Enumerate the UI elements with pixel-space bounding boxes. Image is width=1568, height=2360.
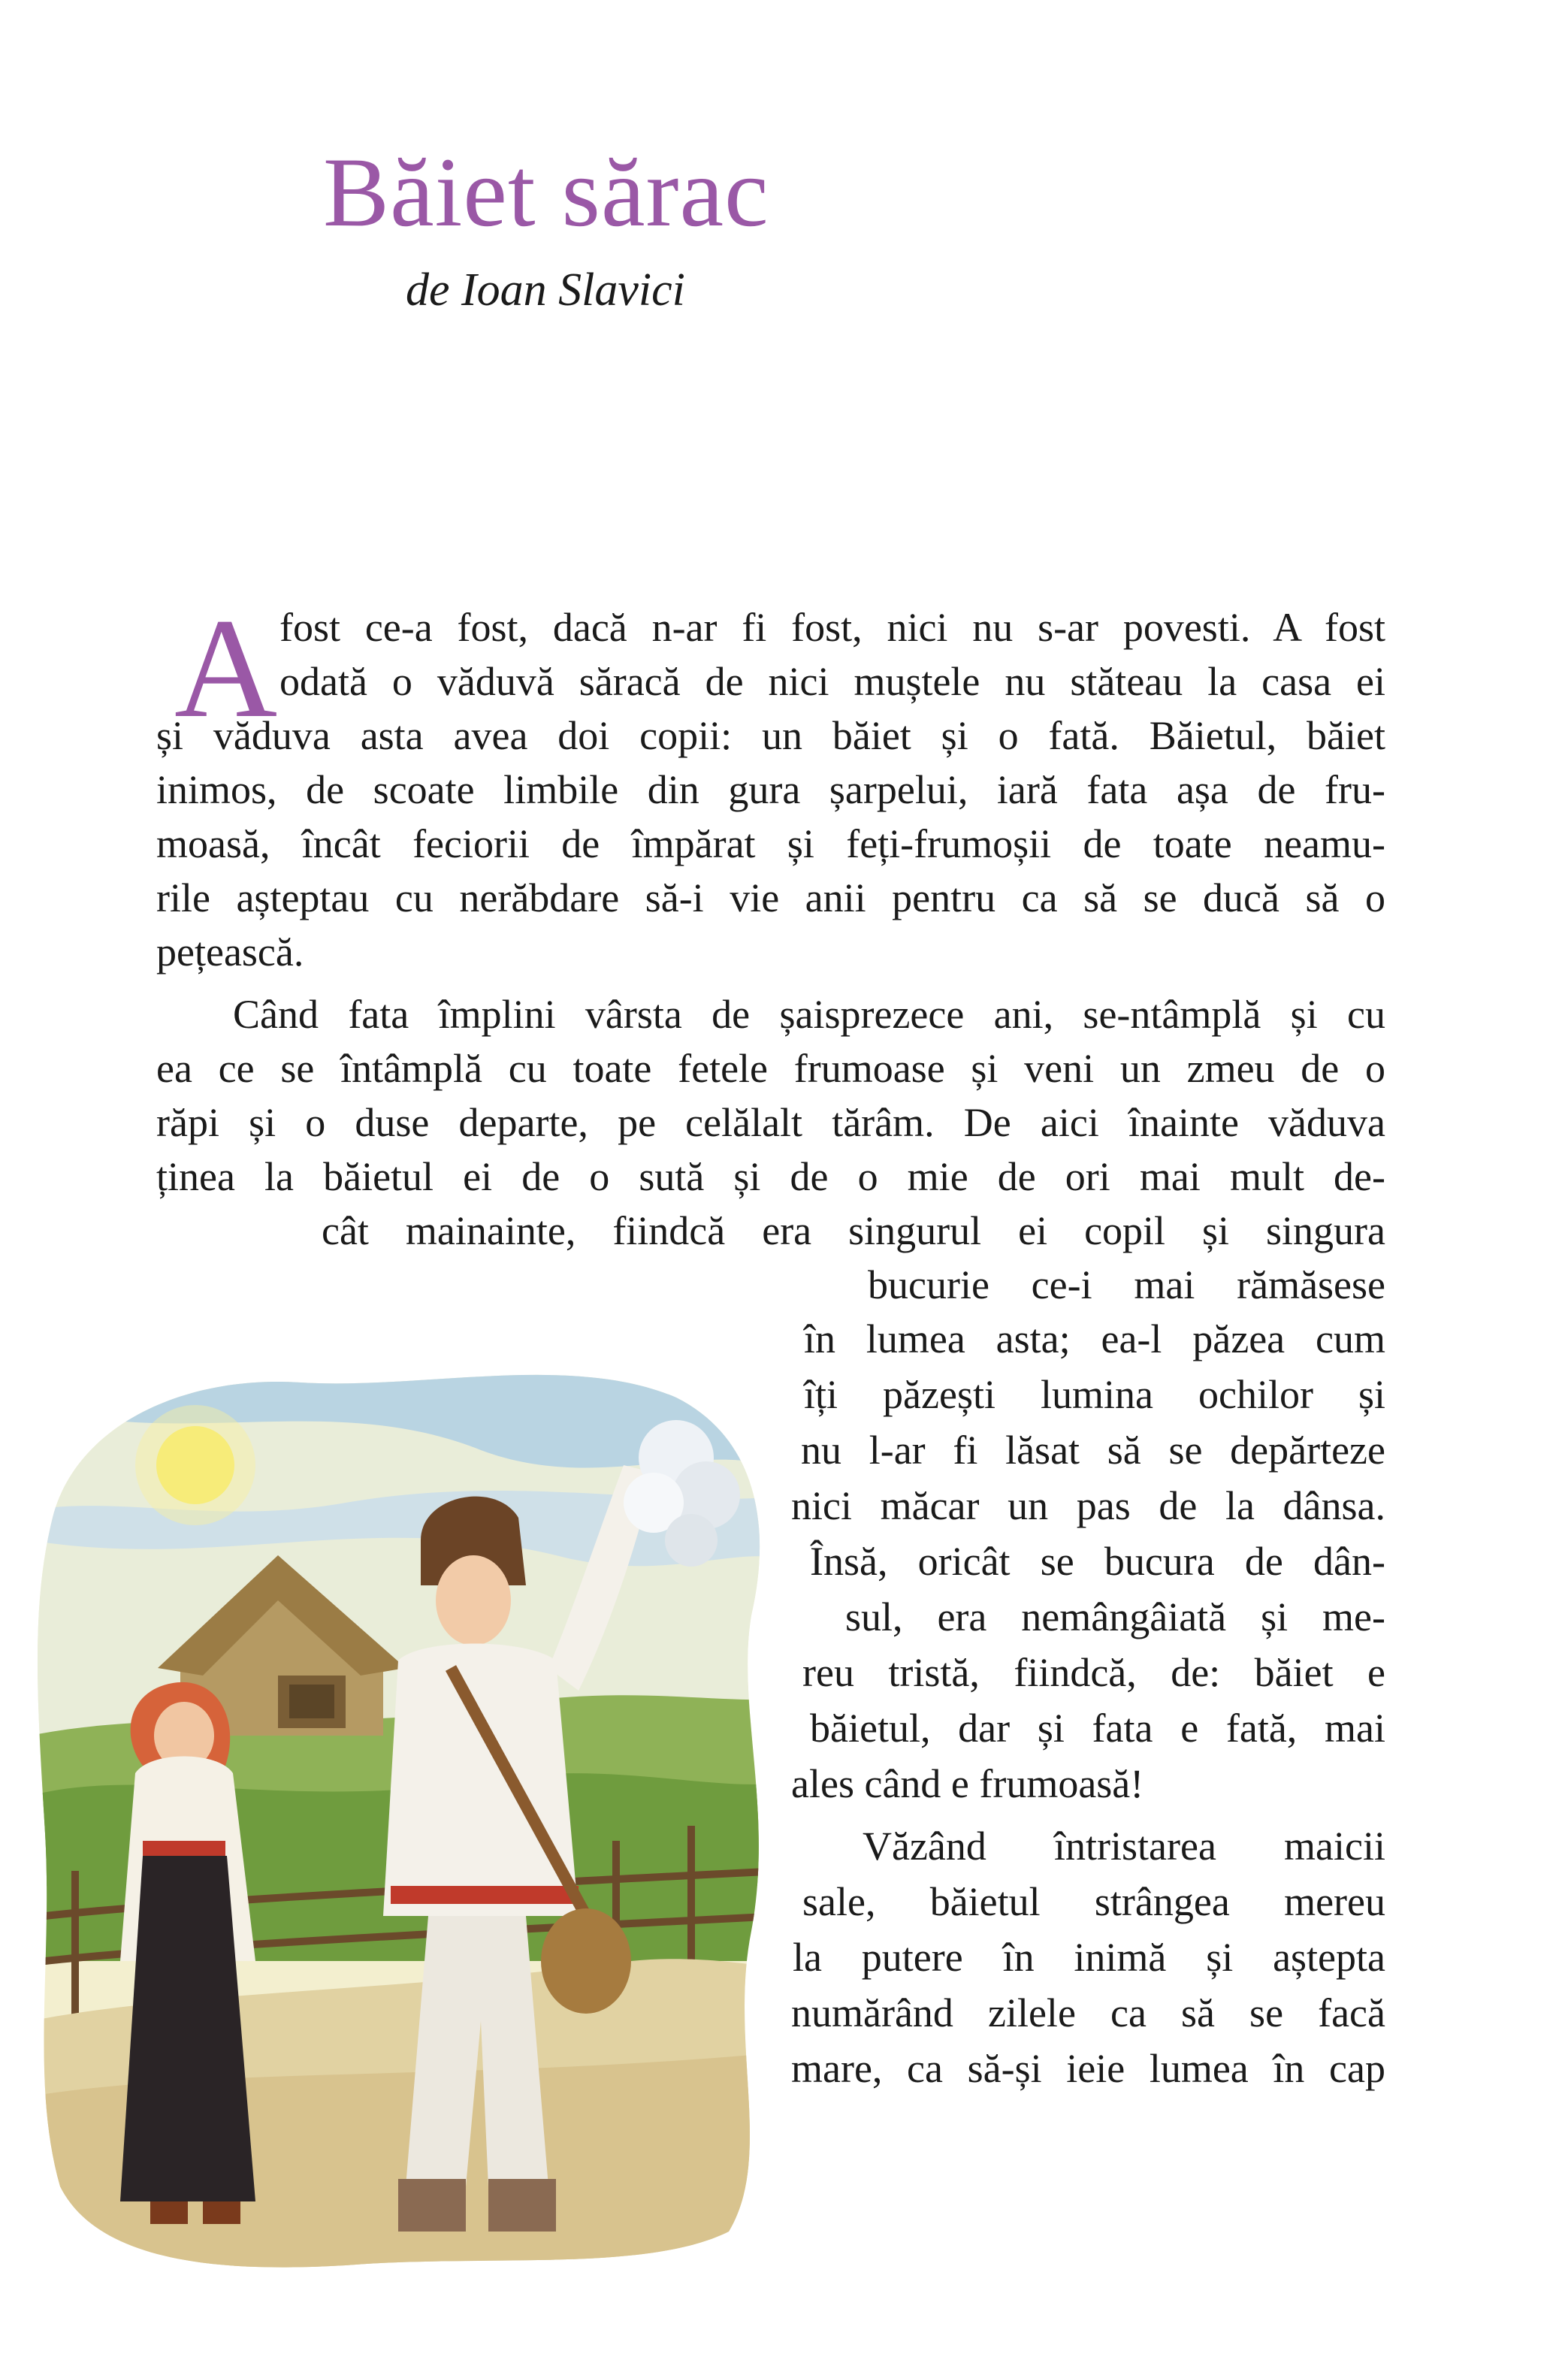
story-title: Băiet sărac xyxy=(323,137,769,247)
text-line: Când fata împlini vârsta de șaisprezece ani, se-ntâmplă și cu xyxy=(233,992,1385,1037)
text-line: rile așteptau cu nerăbdare să-i vie anii pentru ca să se ducă să o xyxy=(156,875,1385,920)
text-line: la putere în inimă și aștepta xyxy=(793,1935,1385,1980)
text-line: nu l-ar fi lăsat să se depărteze xyxy=(801,1428,1385,1473)
text-line: ținea la băietul ei de o sută și de o mie de ori mai mult de- xyxy=(156,1154,1385,1199)
text-line: inimos, de scoate limbile din gura șarpelui, iară fata așa de fru- xyxy=(156,767,1385,812)
text-line: sale, băietul strângea mereu xyxy=(802,1879,1385,1924)
text-line: în lumea asta; ea-l păzea cum xyxy=(804,1316,1385,1361)
text-line: îți păzești lumina ochilor și xyxy=(804,1372,1385,1417)
text-line: Văzând întristarea maicii xyxy=(863,1824,1385,1869)
text-line: răpi și o duse departe, pe celălalt tărâm. De aici înainte văduva xyxy=(156,1100,1385,1145)
sun-icon xyxy=(135,1405,255,1525)
text-line: Însă, oricât se bucura de dân- xyxy=(810,1539,1385,1584)
story-illustration xyxy=(30,1345,793,2273)
text-line: ales când e frumoasă! xyxy=(791,1761,1144,1806)
text-line: pețească. xyxy=(156,929,304,975)
text-line: mare, ca să-și ieie lumea în cap xyxy=(791,2046,1385,2091)
text-line: odată o văduvă săracă de nici muștele nu stăteau la casa ei xyxy=(279,659,1385,704)
text-line: cât mainainte, fiindcă era singurul ei copil și singura xyxy=(322,1208,1385,1253)
text-line: nici măcar un pas de la dânsa. xyxy=(791,1483,1385,1528)
text-line: băietul, dar și fata e fată, mai xyxy=(810,1706,1385,1751)
text-line: numărând zilele ca să se facă xyxy=(791,1990,1385,2035)
text-line: sul, era nemângâiată și me- xyxy=(845,1594,1385,1639)
drop-cap: A xyxy=(174,590,278,748)
text-line: bucurie ce-i mai rămăsese xyxy=(868,1262,1385,1307)
text-line: fost ce-a fost, dacă n-ar fi fost, nici nu s-ar povesti. A fost xyxy=(279,605,1385,650)
text-line: moasă, încât feciorii de împărat și feți-frumoșii de toate neamu- xyxy=(156,821,1385,866)
story-author: de Ioan Slavici xyxy=(406,264,685,316)
text-line: reu tristă, fiindcă, de: băiet e xyxy=(802,1650,1385,1695)
text-line: și văduva asta avea doi copii: un băiet și o fată. Băietul, băiet xyxy=(156,713,1385,758)
text-line: ea ce se întâmplă cu toate fetele frumoase și veni un zmeu de o xyxy=(156,1046,1385,1091)
